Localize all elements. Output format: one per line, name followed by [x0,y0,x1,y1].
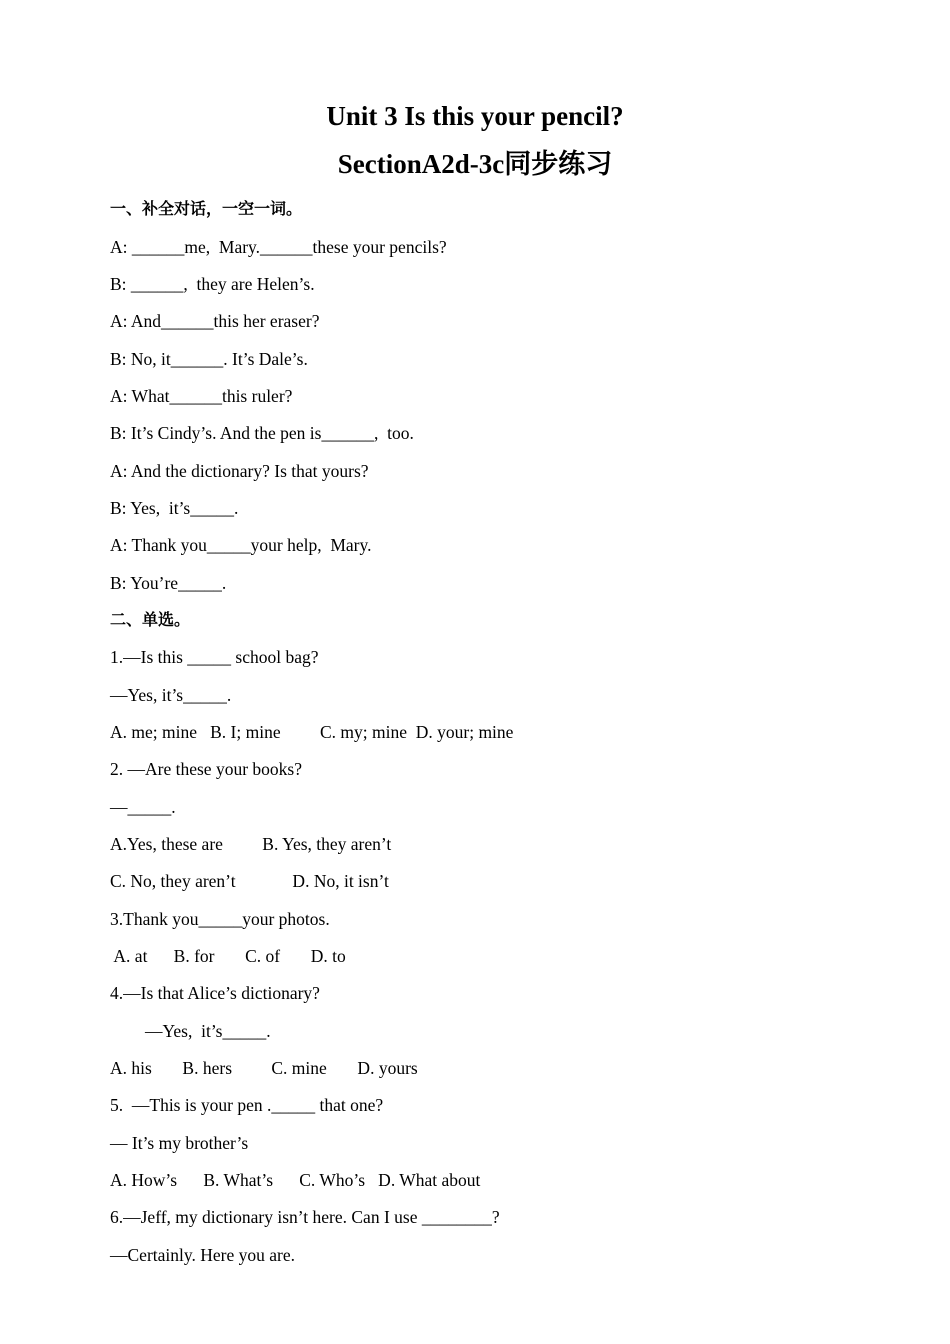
question-line: —Certainly. Here you are. [110,1245,295,1265]
question-line: 1.—Is this _____ school bag? [110,647,319,667]
dialogue-line: A: Thank you_____your help, Mary. [110,535,372,555]
question-line: —Yes, it’s_____. [110,1021,271,1041]
section-2-heading: 二、单选。 [110,610,191,629]
question-line: 2. —Are these your books? [110,759,302,779]
worksheet-title: Unit 3 Is this your pencil? [326,101,624,131]
option-line: A. me; mine B. I; mine C. my; mine D. your; mine [110,722,514,742]
question-line: —Yes, it’s_____. [110,685,232,705]
option-line: C. No, they aren’t D. No, it isn’t [110,871,389,891]
option-line: A.Yes, these are B. Yes, they aren’t [110,834,392,854]
dialogue-line: A: And______this her eraser? [110,311,320,331]
dialogue-line: B: Yes, it’s_____. [110,498,239,518]
question-line: 6.—Jeff, my dictionary isn’t here. Can I use ________? [110,1207,500,1227]
section-1-heading: 一、补全对话，一空一词。 [110,199,303,218]
dialogue-line: B: No, it______. It’s Dale’s. [110,349,308,369]
dialogue-line: A: ______me, Mary.______these your pencils? [110,237,447,257]
question-line: —_____. [110,797,176,817]
dialogue-line: B: ______, they are Helen’s. [110,274,315,294]
question-line: 4.—Is that Alice’s dictionary? [110,983,320,1003]
option-line: A. his B. hers C. mine D. yours [110,1058,418,1078]
dialogue-line: A: And the dictionary? Is that yours? [110,461,369,481]
option-line: A. How’s B. What’s C. Who’s D. What about [110,1170,481,1190]
dialogue-line: A: What______this ruler? [110,386,293,406]
worksheet-subtitle: SectionA2d-3c同步练习 [337,149,613,179]
dialogue-line: B: You’re_____. [110,573,227,593]
option-line: A. at B. for C. of D. to [110,946,346,966]
dialogue-line: B: It’s Cindy’s. And the pen is______, too. [110,423,414,443]
question-line: — It’s my brother’s [110,1133,249,1153]
question-line: 3.Thank you_____your photos. [110,909,330,929]
question-line: 5. —This is your pen ._____ that one? [110,1095,384,1115]
